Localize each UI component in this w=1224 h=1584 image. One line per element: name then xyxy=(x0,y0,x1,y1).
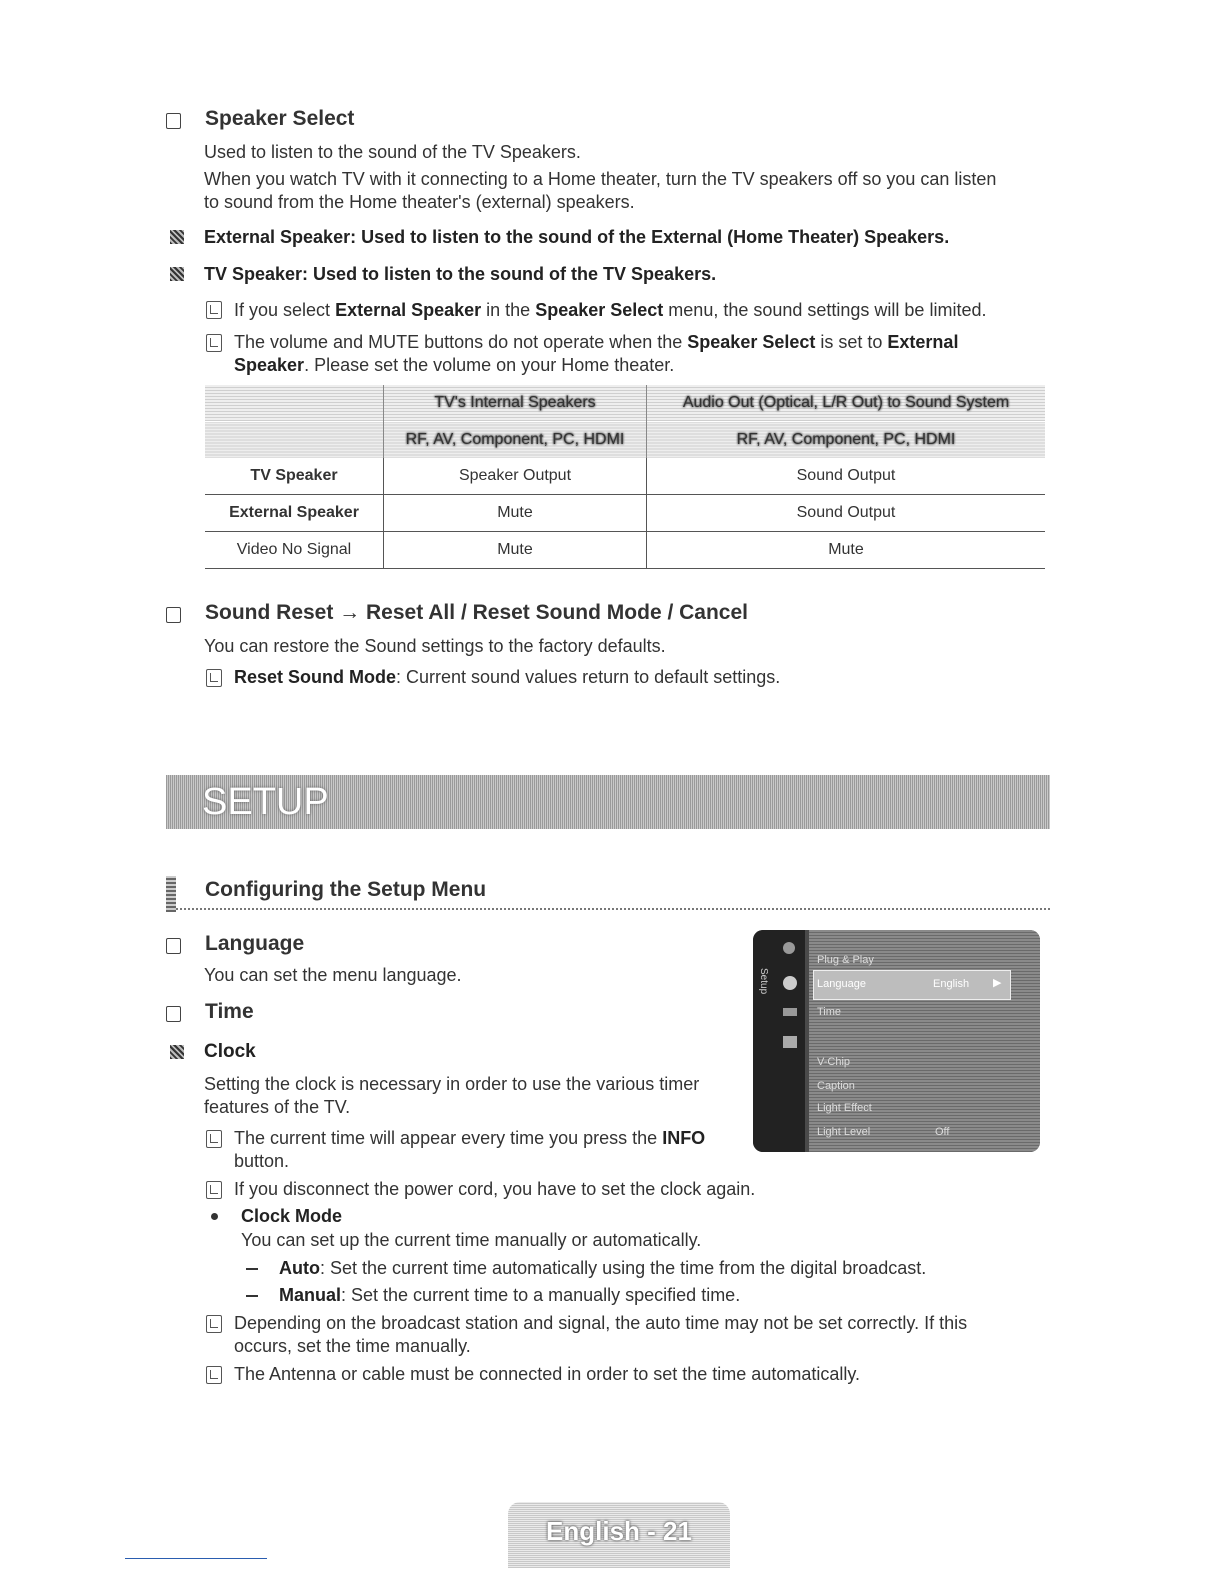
table-cell: Sound Output xyxy=(647,458,1046,495)
note-icon xyxy=(206,1130,222,1148)
table-header-cell: RF, AV, Component, PC, HDMI xyxy=(647,422,1046,459)
note-text: occurs, set the time manually. xyxy=(234,1336,471,1356)
table-cell: Mute xyxy=(384,532,647,569)
channel-icon xyxy=(783,1008,797,1016)
subsection-bullet-icon xyxy=(170,1045,184,1059)
menu-item-light-level-value: Off xyxy=(935,1126,950,1138)
menu-item-language: Language xyxy=(817,978,866,990)
page-footer-tab xyxy=(508,1502,730,1568)
menu-side-label: Setup xyxy=(758,968,769,995)
paragraph: features of the TV. xyxy=(204,1097,351,1117)
table-header-cell: TV's Internal Speakers xyxy=(384,385,647,422)
subsection-bullet-icon xyxy=(170,230,184,244)
bullet-dot-icon xyxy=(211,1213,218,1220)
clock-mode-title: Clock Mode xyxy=(241,1206,343,1226)
menu-item-caption: Caption xyxy=(817,1080,855,1092)
setup-banner-title: SETUP xyxy=(202,781,329,823)
page-number: English - 21 xyxy=(546,1516,692,1546)
section-title-time: Time xyxy=(205,1000,254,1023)
table-cell: Speaker Output xyxy=(384,458,647,495)
tv-setup-menu-screenshot xyxy=(753,930,1040,1152)
table-header-cell xyxy=(205,385,384,422)
section-title-language: Language xyxy=(205,932,305,955)
table-header-cell: RF, AV, Component, PC, HDMI xyxy=(384,422,647,459)
section-title-speaker-select: Speaker Select xyxy=(205,107,355,130)
heading-bar-icon xyxy=(166,876,176,912)
note-text: If you disconnect the power cord, you have to set the clock again. xyxy=(234,1179,756,1199)
external-speaker-desc: External Speaker: Used to listen to the sound of the External (Home Theater) Speakers. xyxy=(204,227,950,247)
caution-note-icon xyxy=(206,1181,222,1199)
menu-item-time: Time xyxy=(817,1006,842,1018)
menu-item-language-value: English xyxy=(933,978,970,990)
dash-bullet-icon xyxy=(246,1295,258,1297)
setup-gear-icon xyxy=(783,976,797,990)
paragraph: to sound from the Home theater's (external) speakers. xyxy=(204,192,635,212)
note-text: Speaker. Please set the volume on your Home theater. xyxy=(234,355,675,375)
note-text: If you select External Speaker in the Speaker Select menu, the sound settings will be limited. xyxy=(234,300,987,320)
table-cell: Video No Signal xyxy=(205,532,384,569)
paragraph: You can set up the current time manually or automatically. xyxy=(241,1230,702,1250)
paragraph: When you watch TV with it connecting to a Home theater, turn the TV speakers off so you can listen xyxy=(204,169,997,189)
paragraph: Setting the clock is necessary in order to use the various timer xyxy=(204,1074,700,1094)
tv-speaker-desc: TV Speaker: Used to listen to the sound of the TV Speakers. xyxy=(204,264,717,284)
heading-underline xyxy=(176,908,1050,910)
note-text: button. xyxy=(234,1151,290,1171)
table-cell: Sound Output xyxy=(647,495,1046,532)
heading-configuring-setup: Configuring the Setup Menu xyxy=(205,878,487,901)
menu-item-plug-play: Plug & Play xyxy=(817,954,874,966)
note-text: Reset Sound Mode: Current sound values return to default settings. xyxy=(234,667,781,687)
table-header-cell xyxy=(205,422,384,459)
paragraph: You can set the menu language. xyxy=(204,965,462,985)
checkbox-bullet-icon xyxy=(166,938,181,954)
clock-mode-auto: Auto: Set the current time automatically using the time from the digital broadcast. xyxy=(279,1258,927,1278)
picture-icon xyxy=(783,942,795,954)
table-row xyxy=(205,532,1045,569)
table-cell: TV Speaker xyxy=(205,458,384,495)
note-icon xyxy=(206,669,222,687)
paragraph: Used to listen to the sound of the TV Speakers. xyxy=(204,142,581,162)
table-row xyxy=(205,495,1045,532)
table-header-row xyxy=(205,422,1045,459)
table-cell: Mute xyxy=(384,495,647,532)
menu-item-vchip: V-Chip xyxy=(817,1056,851,1068)
menu-item-light-effect: Light Effect xyxy=(817,1102,872,1114)
note-icon xyxy=(206,334,222,352)
table-row xyxy=(205,458,1045,495)
section-title-sound-reset: Sound Reset → Reset All / Reset Sound Mode / Cancel xyxy=(205,601,748,624)
checkbox-bullet-icon xyxy=(166,1006,181,1022)
subsection-title-clock: Clock xyxy=(204,1041,256,1062)
input-icon xyxy=(783,1036,797,1048)
speaker-output-table xyxy=(205,385,1045,569)
caution-note-icon xyxy=(206,1366,222,1384)
table-cell: External Speaker xyxy=(205,495,384,532)
note-icon xyxy=(206,301,222,319)
menu-arrow-right-icon: ▶ xyxy=(993,977,1002,989)
note-text: The volume and MUTE buttons do not operate when the Speaker Select is set to External xyxy=(234,332,959,352)
note-text: The Antenna or cable must be connected in order to set the time automatically. xyxy=(234,1364,861,1384)
table-cell: Mute xyxy=(647,532,1046,569)
checkbox-bullet-icon xyxy=(166,113,181,129)
menu-icon-column xyxy=(753,930,805,1152)
caution-note-icon xyxy=(206,1315,222,1333)
clock-mode-manual: Manual: Set the current time to a manually specified time. xyxy=(279,1285,741,1305)
table-header-cell: Audio Out (Optical, L/R Out) to Sound System xyxy=(647,385,1046,422)
checkbox-bullet-icon xyxy=(166,607,181,623)
dash-bullet-icon xyxy=(246,1268,258,1270)
table-header-row xyxy=(205,385,1045,422)
note-text: The current time will appear every time you press the INFO xyxy=(234,1128,706,1148)
setup-banner xyxy=(166,775,1050,829)
menu-item-light-level: Light Level xyxy=(817,1126,871,1138)
note-text: Depending on the broadcast station and signal, the auto time may not be set correctly. If this xyxy=(234,1313,968,1333)
footer-rule xyxy=(125,1558,267,1559)
subsection-bullet-icon xyxy=(170,267,184,281)
paragraph: You can restore the Sound settings to the factory defaults. xyxy=(204,636,666,656)
